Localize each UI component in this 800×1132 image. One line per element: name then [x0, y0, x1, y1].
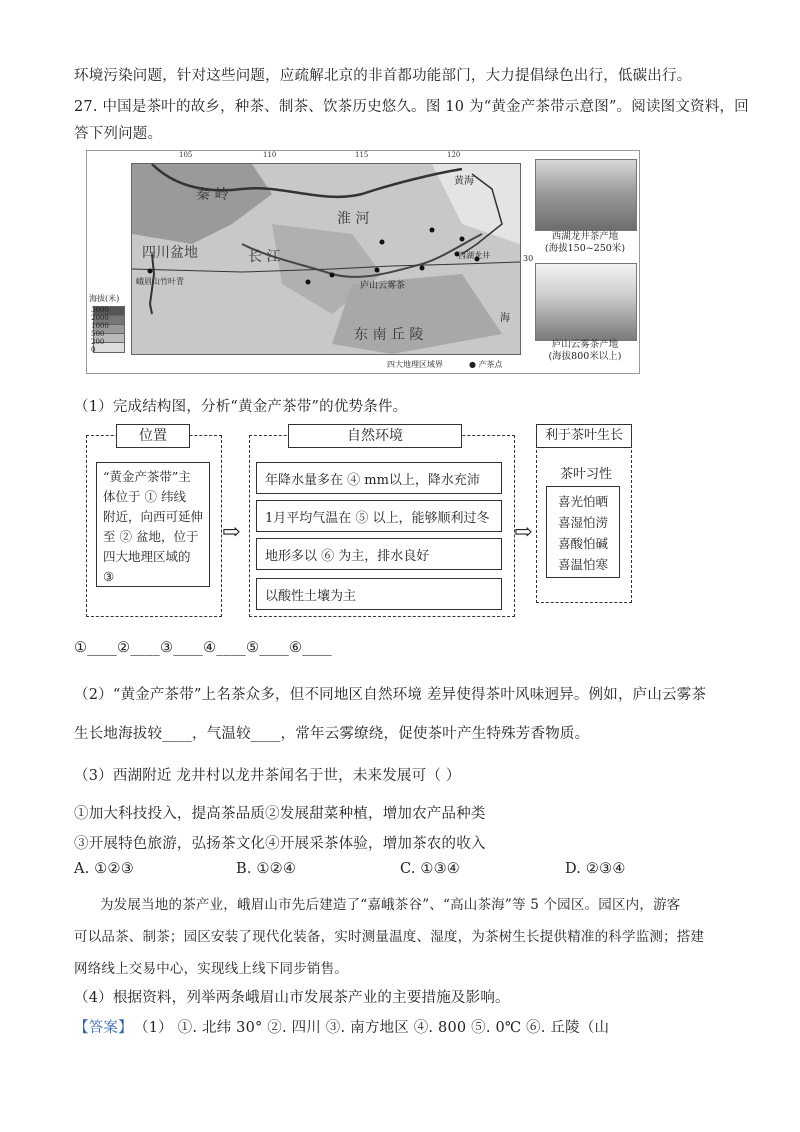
options-3-4: ③开展特色旅游，弘扬茶文化④开展采茶体验，增加茶农的收入: [74, 836, 486, 852]
env-item-soil: 以酸性土壤为主: [256, 578, 502, 610]
lushan-label: 庐山云雾茶: [360, 281, 406, 291]
env-item-precipitation: 年降水量多在 ④ mm以上，降水充沛: [256, 462, 502, 494]
position-text-line: 附近，向西可延伸: [103, 509, 204, 524]
position-text-line: ③: [103, 569, 115, 584]
boundary-legend: 四大地理区域界: [387, 360, 443, 369]
legend-value: 1000: [91, 322, 109, 330]
tea-habit-box: [546, 486, 620, 578]
caption-line: (海拔800米以上): [548, 351, 622, 362]
legend-value: 500: [91, 330, 105, 338]
longitude-tick: 110: [263, 151, 277, 159]
question-1: （1）完成结构图，分析“黄金产茶带”的优势条件。: [74, 399, 408, 415]
longjing-photo-caption: [535, 231, 635, 255]
question-4: （4）根据资料，列举两条峨眉山市发展茶产业的主要措施及影响。: [74, 990, 510, 1006]
lushan-photo: [535, 263, 637, 341]
tea-habit-title: 茶叶习性: [560, 467, 613, 482]
legend-value: 3000: [91, 306, 109, 314]
answer-text: （1） ①. 北纬 30° ②. 四川 ③. 南方地区 ④. 800 ⑤. 0℃ ⑥. 丘陵（山: [134, 1020, 610, 1036]
relief-map: [131, 163, 521, 355]
position-text-line: 至 ② 盆地，位于: [103, 529, 199, 544]
caption-line: 西湖龙井茶产地: [551, 231, 619, 242]
legend-value: 200: [91, 338, 105, 346]
arrow-right-icon: ⇨: [222, 520, 241, 545]
caption-line: (海拔150~250米): [544, 243, 626, 254]
tea-habit: 喜光怕晒: [557, 494, 608, 509]
legend-value: 0: [91, 346, 96, 354]
position-text-line: “黄金产茶带”主: [103, 469, 191, 484]
legend-value: 2000: [91, 314, 109, 322]
choice-c: C. ①③④: [400, 861, 460, 877]
legend-title: 海拔(米): [89, 294, 120, 303]
env-item-terrain: 地形多以 ⑥ 为主，排水良好: [256, 538, 502, 570]
question-27-intro: 27. 中国是茶叶的故乡，种茶、制茶、饮茶历史悠久。图 10 为“黄金产茶带示意图”。阅读图文资料，回: [74, 99, 749, 115]
blanks-line: ①____②____③____④____⑤____⑥____: [74, 640, 332, 656]
question-2-cont: 生长地海拔较____，气温较____，常年云雾缭绕，促使茶叶产生特殊芳香物质。: [74, 726, 590, 742]
lushan-photo-caption: [535, 339, 635, 363]
latitude-label: 30: [523, 254, 534, 263]
longjing-label: 西湖龙井: [458, 251, 490, 260]
position-text-line: 四大地理区域的: [103, 549, 191, 564]
arrow-right-icon: ⇨: [514, 520, 533, 545]
position-box: [96, 462, 210, 587]
tea-habit: 喜湿怕涝: [557, 515, 608, 530]
longitude-tick: 120: [447, 151, 461, 159]
benefit-title: 利于茶叶生长: [536, 424, 632, 448]
caption-line: 庐山云雾茶产地: [551, 339, 619, 350]
answer-tag: 【答案】: [74, 1020, 133, 1036]
donghai-label: 海: [500, 313, 510, 324]
huanghai-label: 黄海: [454, 176, 474, 187]
choice-d: D. ②③④: [565, 861, 626, 877]
text-line-1: 环境污染问题，针对这些问题，应疏解北京的非首都功能部门，大力提倡绿色出行，低碳出行。: [74, 68, 692, 84]
env-item-temperature: 1月平均气温在 ⑤ 以上，能够顺利过冬: [256, 500, 502, 532]
longitude-tick: 115: [355, 151, 369, 159]
passage-line-1: 为发展当地的茶产业，峨眉山市先后建造了“嘉峨茶谷”、“高山茶海”等 5 个园区。园区内，游客: [100, 897, 681, 913]
passage-line-2: 可以品茶、制茶；园区安装了现代化装备，实时测量温度、湿度，为茶树生长提供精准的科学监测；搭建: [74, 929, 705, 945]
choice-a: A. ①②③: [74, 861, 134, 877]
sichuan-basin-label: 四川盆地: [142, 245, 198, 261]
position-title: 位置: [116, 424, 190, 448]
choice-b: B. ①②④: [236, 861, 297, 877]
options-1-2: ①加大科技投入，提高茶品质②发展甜菜种植，增加农产品种类: [74, 806, 486, 822]
question-27-intro-cont: 答下列问题。: [74, 126, 163, 142]
longjing-photo: [535, 159, 637, 231]
question-3: （3）西湖附近 龙井村以龙井茶闻名于世，未来发展可（ ）: [74, 768, 461, 784]
environment-title: 自然环境: [288, 424, 462, 448]
golden-tea-belt-map-figure: [86, 150, 640, 374]
passage-line-3: 网络线上交易中心，实现线上线下同步销售。: [74, 961, 348, 977]
qinling-label: 秦 岭: [196, 187, 229, 203]
question-2: （2）“黄金产茶带”上名茶众多，但不同地区自然环境 差异使得茶叶风味迥异。例如，庐山云雾茶: [74, 687, 707, 703]
position-text-line: 体位于 ① 纬线: [103, 489, 186, 504]
huaihe-label: 淮 河: [337, 211, 370, 227]
changjiang-label: 长 江: [248, 249, 281, 265]
longitude-tick: 105: [179, 151, 193, 159]
tea-point-legend: ● 产茶点: [469, 360, 503, 369]
tea-habit: 喜温怕寒: [557, 557, 608, 572]
emei-label: 峨眉山竹叶青: [136, 277, 184, 286]
tea-habit: 喜酸怕碱: [557, 536, 608, 551]
southeast-hills-label: 东 南 丘 陵: [354, 327, 424, 343]
